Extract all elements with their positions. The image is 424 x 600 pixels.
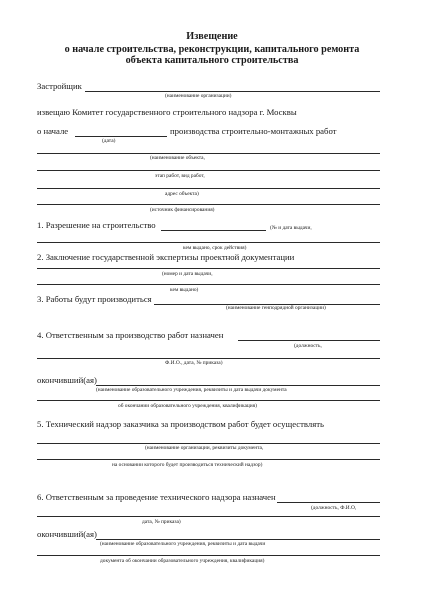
section-2-label: 2. Заключение государственной экспертизы проектной документации [37, 252, 295, 262]
section-5-caption-2: на основании которого будет производиться технический надзор) [112, 462, 263, 468]
section-4-label: 4. Ответственным за производство работ назначен [37, 330, 224, 340]
section-6-label: 6. Ответственным за проведение технического надзора назначен [37, 492, 276, 502]
section-2-line-1 [37, 268, 380, 269]
document-title-line-3: объекта капитального строительства [125, 55, 299, 66]
section-1-caption-right: (№ и дата выдачи, [270, 225, 312, 231]
object-line-4 [37, 204, 380, 205]
section-6-caption-right: (должность, Ф.И.О, [311, 505, 357, 511]
section-1-field-line [161, 230, 266, 231]
section-2-caption-1: (номер и дата выдачи, [162, 271, 213, 277]
start-date-line [75, 136, 167, 137]
graduated-field-line-2 [96, 539, 380, 540]
section-1-caption: кем выдано, срок действия) [183, 245, 247, 251]
graduated-line-3 [37, 555, 380, 556]
start-date-caption: (дата) [102, 138, 116, 144]
document-title: Извещение [186, 31, 238, 42]
section-4-line-2 [37, 358, 380, 359]
object-caption-1: (наименование объекта, [150, 155, 205, 161]
section-5-line-2 [37, 459, 380, 460]
document-title-line-2: о начале строительства, реконструкции, капитального ремонта [64, 44, 360, 55]
section-3-caption: (наименование генподрядной организации) [226, 305, 326, 311]
graduated-field-line [96, 385, 380, 386]
graduated-caption: (наименование образовательного учреждения, реквизиты и дата выдачи документа [96, 387, 287, 393]
section-4-caption: Ф.И.О., дата, № приказа) [165, 360, 223, 366]
start-works-text: производства строительно-монтажных работ [170, 126, 337, 136]
developer-label: Застройщик [37, 81, 82, 91]
start-label: о начале [37, 126, 69, 136]
graduated-label: окончивший(ая) [37, 375, 97, 385]
section-2-caption-2: кем выдано) [170, 287, 199, 293]
object-line-2 [37, 170, 380, 171]
graduated-line-2 [37, 400, 380, 401]
graduated-caption-2: об окончании образовательного учреждения, квалификация) [118, 403, 257, 409]
section-4-caption-right: (должность, [294, 343, 322, 349]
graduated-caption-3: (наименование образовательного учреждения, реквизиты и дата выдачи [100, 541, 266, 547]
notify-text: извещаю Комитет государственного строительного надзора г. Москвы [37, 107, 297, 117]
object-caption-4: (источник финансирования) [150, 207, 215, 213]
section-5-line-1 [37, 443, 380, 444]
section-5-caption-1: (наименование организации, реквизиты документа, [145, 445, 264, 451]
section-4-field-line [238, 340, 380, 341]
object-caption-2: этап работ, вид работ, [155, 173, 205, 179]
graduated-caption-4: документа об окончании образовательного учреждения, квалификация) [100, 558, 265, 564]
section-6-field-line [277, 502, 380, 503]
developer-caption: (наименование организации) [165, 93, 232, 99]
section-5-label: 5. Технический надзор заказчика за производством работ будет осуществлять [37, 419, 324, 429]
object-line-1 [37, 153, 380, 154]
object-line-3 [37, 188, 380, 189]
developer-field-line [85, 91, 380, 92]
section-1-label: 1. Разрешение на строительство [37, 220, 156, 230]
section-2-line-2 [37, 284, 380, 285]
graduated-label-2: окончивший(ая) [37, 529, 97, 539]
section-1-line-2 [37, 242, 380, 243]
section-6-caption: дата, № приказа) [142, 519, 181, 525]
section-3-label: 3. Работы будут производиться [37, 294, 152, 304]
object-caption-3: адрес объекта) [165, 191, 199, 197]
section-6-line-2 [37, 516, 380, 517]
